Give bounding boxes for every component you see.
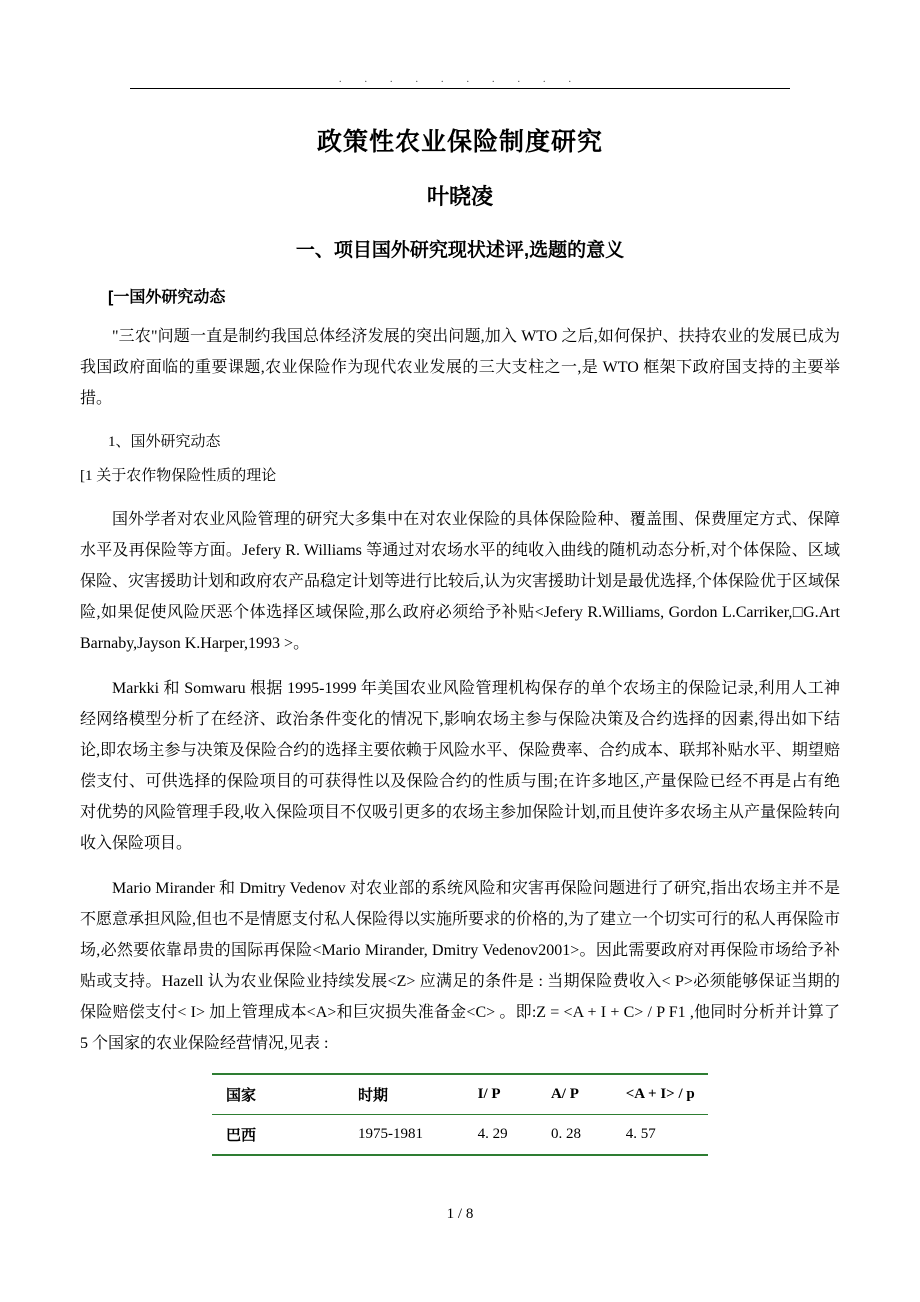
paragraph-body-1: 国外学者对农业风险管理的研究大多集中在对农业保险的具体保险险种、覆盖围、保费厘定方式、保障水平及再保险等方面。Jefery R. Williams 等通过对农场水平的纯收入曲线的随机动态分析,对个体保险、区域保险、灾害援助计划和政府农产品稳定计划等进行比较后,认为灾害援助计划是最优选择,个体保险优于区域保险,如果促使风险厌恶个体选择区域保险,那么政府必须给予补贴<Jefery R.Williams, Gordon L.Carriker,□G.Art Barnaby,Jayson K.Harper,1993 >。 [80, 511, 841, 652]
section-heading: 一、项目国外研究现状述评,选题的意义 [295, 240, 625, 261]
table-cell-aip: 4. 57 [612, 1115, 708, 1156]
table-cell-ip: 4. 29 [464, 1115, 537, 1156]
table-header-ip: I/ P [464, 1074, 537, 1115]
paragraph-body-3: Mario Mirander 和 Dmitry Vedenov 对农业部的系统风险和灾害再保险问题进行了研究,指出农场主并不是不愿意承担风险,但也不是情愿支付私人保险得以实施所要求的价格的,为了建立一个切实可行的私人再保险市场,必然要依靠昂贵的国际再保险<Mario Mirander, Dmitry Vedenov2001>。因此需要政府对再保险市场给予补贴或支持。Hazell 认为农业保险业持续发展<Z> 应满足的条件是 : 当期保险费收入< P>必须能够保证当期的保险赔偿支付< I> 加上管理成本<A>和巨灾损失准备金<C> 。即:Z = <A + I + C> / P F1 ,他同时分析并计算了 5 个国家的农业保险经营情况,见表 : [80, 880, 841, 1052]
page-header-rule [130, 88, 790, 89]
table-header-row [212, 1074, 708, 1115]
data-table-wrapper [80, 1073, 840, 1156]
table-cell-country: 巴西 [212, 1115, 344, 1156]
table-header-aip: <A + I> / p [612, 1074, 708, 1115]
paragraph-intro: "三农"问题一直是制约我国总体经济发展的突出问题,加入 WTO 之后,如何保护、扶持农业的发展已成为我国政府面临的重要课题,农业保险作为现代农业发展的三大支柱之一,是 WTO 框架下政府国支持的主要举措。 [80, 328, 840, 407]
paragraph-list-heading-1: 1、国外研究动态 [108, 434, 221, 450]
table-cell-ap: 0. 28 [537, 1115, 612, 1156]
table-header-ap: A/ P [537, 1074, 612, 1115]
page-header-dots: . . . . . . . . . . [338, 73, 582, 85]
paragraph-body-2: Markki 和 Somwaru 根据 1995-1999 年美国农业风险管理机构保存的单个农场主的保险记录,利用人工神经网络模型分析了在经济、政治条件变化的情况下,影响农场主参与保险决策及合约选择的因素,得出如下结论,即农场主参与决策及保险合约的选择主要依赖于风险水平、保险费率、合约成本、联邦补贴水平、期望赔偿支付、可供选择的保险项目的可获得性以及保险合约的性质与围;在许多地区,产量保险已经不再是占有绝对优势的风险管理手段,收入保险项目不仅吸引更多的农场主参加保险计划,而且使许多农场主从产量保险转向收入保险项目。 [80, 680, 841, 852]
table-cell-period: 1975-1981 [344, 1115, 464, 1156]
page-title: 政策性农业保险制度研究 [316, 128, 603, 156]
table-row [212, 1115, 708, 1156]
subsection-heading: [一国外研究动态 [108, 289, 226, 306]
insurance-data-table [212, 1073, 708, 1156]
table-header-country: 国家 [212, 1074, 344, 1115]
document-author: 叶晓凌 [426, 184, 493, 209]
page-footer: 1 / 8 [446, 1206, 474, 1222]
paragraph-list-heading-2: [1 关于农作物保险性质的理论 [80, 468, 277, 484]
table-header-period: 时期 [344, 1074, 464, 1115]
document-body [80, 104, 840, 1156]
